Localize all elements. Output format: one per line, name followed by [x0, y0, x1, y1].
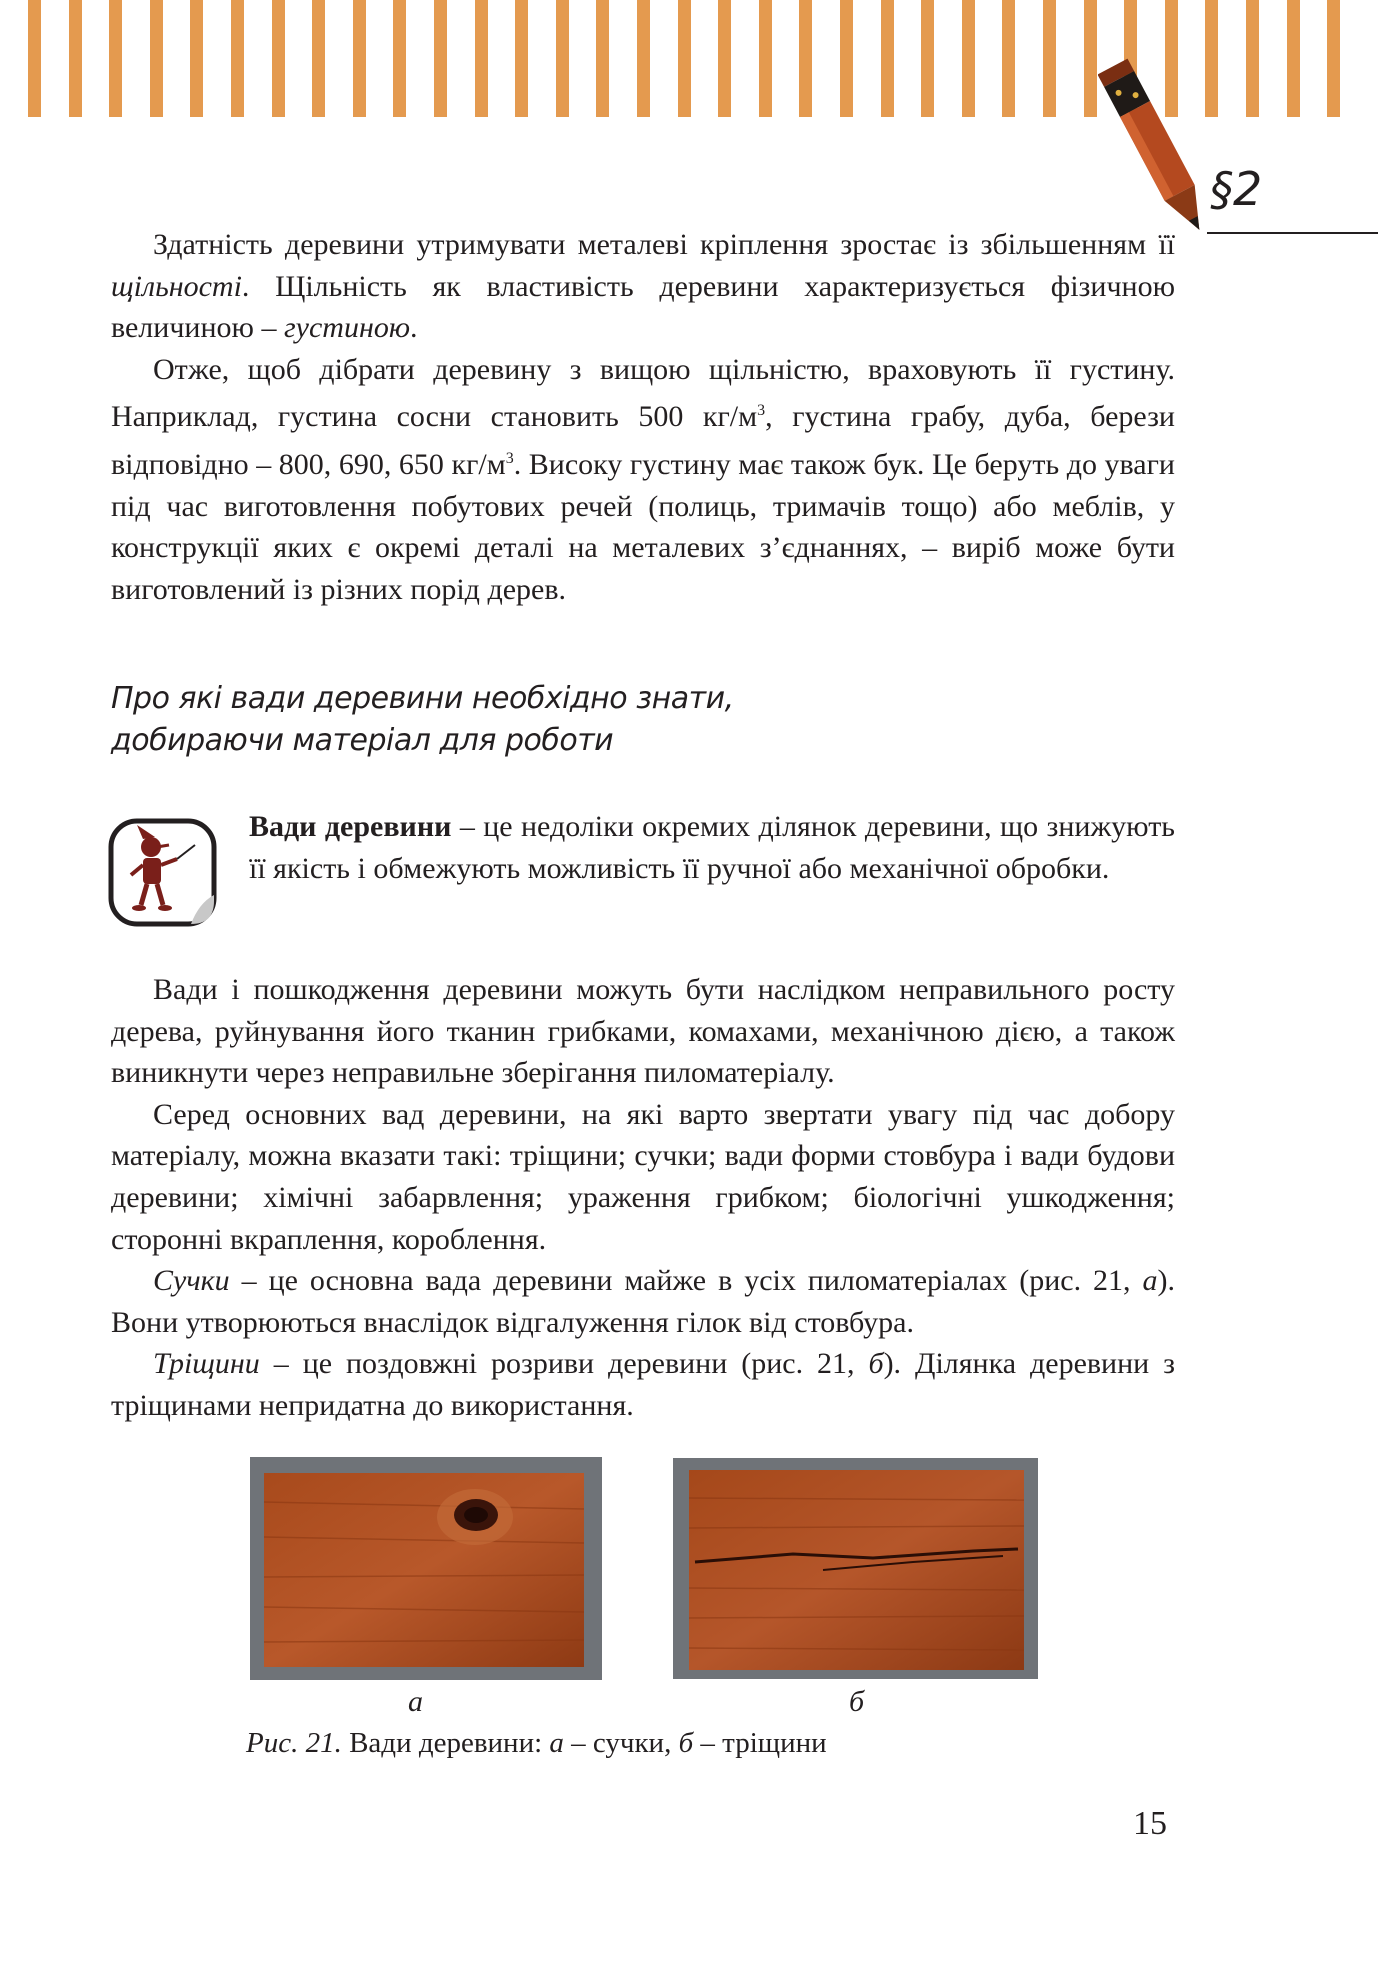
section-heading: Про які вади деревини необхідно знати, добираючи матеріал для роботи: [111, 681, 734, 758]
header-stripe: [312, 0, 325, 117]
header-stripe: [109, 0, 122, 117]
page-number: 15: [1133, 1805, 1167, 1842]
paragraph: Здатність деревини утримувати металеві кріплення зростає із збільшенням її щільності. Щільність як властивість деревини характеризується фізичною величиною – густиною.: [111, 228, 1175, 345]
paragraph: Серед основних вад деревини, на які варто звертати увагу під час добору матеріалу, можна вказати такі: тріщини; сучки; вади форми стовбура і вади будови деревини; хімічні забарвлення; ураження грибком; біологічні ушкодження; сторонні вкраплення, короблення.: [111, 1097, 1175, 1256]
header-stripe: [190, 0, 203, 117]
paragraph: Вади і пошкодження деревини можуть бути наслідком неправильного росту дерева, руйнування його тканин грибками, комахами, механічною дією, а також виникнути через неправильне зберігання пиломатеріалу.: [111, 973, 1175, 1090]
header-stripe: [759, 0, 772, 117]
header-stripe: [231, 0, 244, 117]
header-stripe: [434, 0, 447, 117]
header-stripe: [1043, 0, 1056, 117]
header-stripe: [1327, 0, 1340, 117]
pencil-icon: [1098, 55, 1218, 245]
definition-term: Вади деревини: [249, 810, 452, 843]
header-stripe: [69, 0, 82, 117]
figure-caption: Рис. 21. Вади деревини: а – сучки, б – тріщини: [246, 1727, 827, 1759]
header-stripe: [515, 0, 528, 117]
section-number: §2: [1210, 162, 1263, 216]
definition-text: Вади деревини – це недоліки окремих ділянок деревини, що знижують її якість і обмежують можливість її ручної або механічної обробки.: [249, 810, 1175, 885]
header-stripe: [353, 0, 366, 117]
figure-label-b: б: [849, 1685, 865, 1718]
header-stripe: [1246, 0, 1259, 117]
header-stripe: [1287, 0, 1300, 117]
header-stripe: [1002, 0, 1015, 117]
header-stripe: [393, 0, 406, 117]
header-stripe: [881, 0, 894, 117]
cracked-board-photo: [673, 1458, 1038, 1679]
header-stripe: [718, 0, 731, 117]
paragraph: Сучки – це основна вада деревини майже в усіх пиломатеріалах (рис. 21, а). Вони утворюються внаслідок відгалуження гілок від стовбура.: [111, 1264, 1175, 1339]
paragraph: Тріщини – це поздовжні розриви деревини (рис. 21, б). Ділянка деревини з тріщинами непридатна до використання.: [111, 1347, 1176, 1422]
header-stripe: [840, 0, 853, 117]
pinocchio-teacher-icon: [107, 817, 220, 930]
defects-text: [111, 969, 1175, 1427]
section-rule: [1207, 232, 1378, 234]
header-stripe: [678, 0, 691, 117]
header-stripe: [556, 0, 569, 117]
header-stripe: [637, 0, 650, 117]
header-stripe: [272, 0, 285, 117]
header-stripe: [28, 0, 41, 117]
intro-text: [111, 224, 1175, 610]
header-stripe: [150, 0, 163, 117]
header-stripe: [596, 0, 609, 117]
header-stripe: [799, 0, 812, 117]
figure-label-a: а: [408, 1685, 423, 1718]
header-stripe: [921, 0, 934, 117]
header-stripe: [475, 0, 488, 117]
header-stripe: [962, 0, 975, 117]
paragraph: Отже, щоб дібрати деревину з вищою щільністю, враховують її густину. Наприклад, густина сосни становить 500 $кг/м^3$, густина грабу, дуба, берези відповідно – 800, 690, 650 $кг/м^3$. Високу густину має також бук. Це беруть до уваги під час виготовлення побутових речей (полиць, тримачів тощо) або меблів, у конструкції яких є окремі деталі на металевих з’єднаннях, – виріб може бути виготовлений із різних порід дерев.: [111, 352, 1175, 606]
knot-board-photo: [250, 1457, 602, 1680]
header-stripe: [1084, 0, 1097, 117]
